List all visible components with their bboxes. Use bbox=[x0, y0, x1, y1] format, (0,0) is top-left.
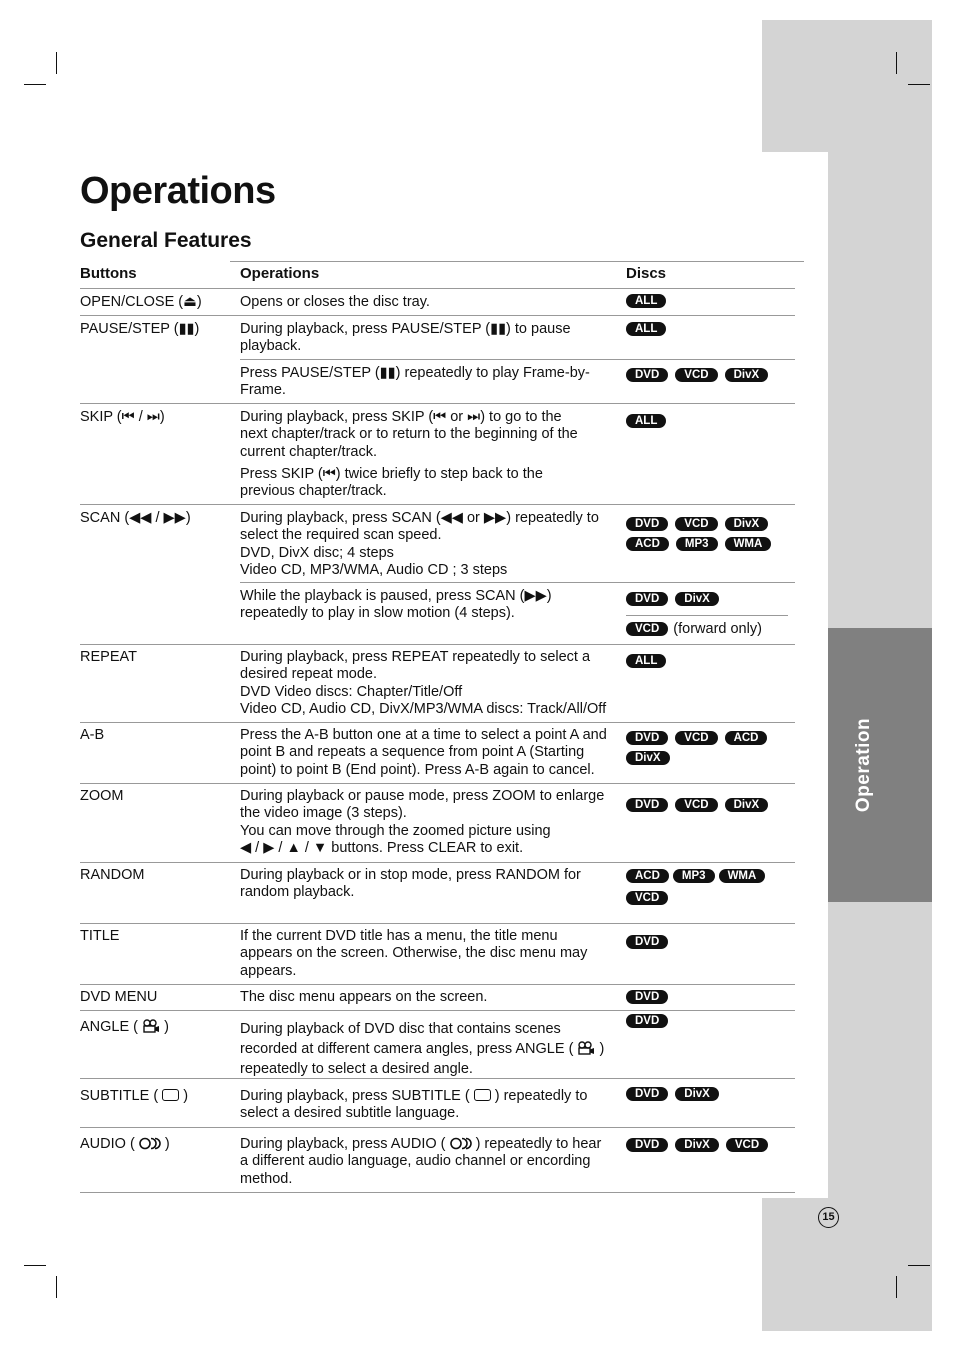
side-tab bbox=[828, 628, 932, 902]
table-header-rule bbox=[80, 288, 795, 289]
side-tab-label: Operation bbox=[853, 717, 874, 813]
disc-badge: DVD bbox=[626, 1087, 668, 1101]
disc-badge: ACD bbox=[725, 731, 768, 745]
disc-badge: DVD bbox=[626, 368, 668, 382]
button-name-a-b: A-B bbox=[80, 727, 105, 743]
button-name-open-close: OPEN/CLOSE (⏏) bbox=[80, 294, 202, 310]
operation-text: Press PAUSE/STEP (▮▮) repeatedly to play Frame-by- Frame. bbox=[240, 365, 590, 399]
subtitle-icon bbox=[162, 1089, 179, 1101]
disc-badge: MP3 bbox=[673, 869, 715, 883]
disc-badge: DivX bbox=[675, 1138, 719, 1152]
disc-badge: ALL bbox=[626, 654, 666, 668]
disc-badge: DivX bbox=[725, 798, 769, 812]
operation-text: During playback, press PAUSE/STEP (▮▮) to pause playback. bbox=[240, 321, 571, 355]
disc-badge: DivX bbox=[675, 592, 719, 606]
disc-badge: DivX bbox=[725, 517, 769, 531]
disc-badge: VCD bbox=[675, 731, 717, 745]
disc-badge: VCD bbox=[675, 798, 717, 812]
row-divider bbox=[80, 722, 795, 723]
button-name-scan: SCAN (◀◀ / ▶▶) bbox=[80, 510, 191, 526]
disc-badge: ALL bbox=[626, 414, 666, 428]
crop-mark bbox=[24, 1265, 46, 1266]
row-divider bbox=[80, 984, 795, 985]
operation-text: Press the A-B button one at a time to select a point A and point B and repeats a sequence from point A (Starting point) to point B (End point). Press A-B again to cancel. bbox=[240, 727, 607, 778]
disc-badges bbox=[626, 798, 796, 812]
disc-badges bbox=[626, 869, 796, 905]
page-title: Operations bbox=[80, 170, 276, 212]
disc-badge: ACD bbox=[626, 869, 669, 883]
button-name-title: TITLE bbox=[80, 928, 120, 944]
disc-badges bbox=[626, 621, 796, 637]
operation-text: During playback or pause mode, press ZOOM to enlarge the video image (3 steps). You can move through the zoomed picture using ◀ / ▶ / ▲ / ▼ buttons. Press CLEAR to exit. bbox=[240, 788, 605, 856]
disc-badge: DVD bbox=[626, 731, 668, 745]
camera-angle-icon bbox=[577, 1041, 595, 1055]
disc-badges bbox=[626, 990, 796, 1004]
operation-text: The disc menu appears on the screen. bbox=[240, 989, 488, 1005]
disc-badge: DVD bbox=[626, 1138, 668, 1152]
disc-badge: WMA bbox=[725, 537, 772, 551]
disc-badge: DivX bbox=[675, 1087, 719, 1101]
disc-badge: ACD bbox=[626, 537, 669, 551]
disc-badge: DVD bbox=[626, 1014, 668, 1028]
disc-badge: ALL bbox=[626, 322, 666, 336]
operation-text: Press SKIP (⏮) twice briefly to step back to the previous chapter/track. bbox=[240, 466, 543, 500]
row-divider bbox=[80, 644, 795, 645]
table-top-rule bbox=[230, 261, 804, 262]
button-name-dvd-menu: DVD MENU bbox=[80, 989, 158, 1005]
operation-text: During playback or in stop mode, press RANDOM for random playback. bbox=[240, 867, 581, 901]
row-divider bbox=[80, 1127, 795, 1128]
crop-mark bbox=[56, 1276, 57, 1298]
disc-badges bbox=[626, 1014, 796, 1028]
audio-icon bbox=[139, 1137, 161, 1150]
row-divider bbox=[80, 1010, 795, 1011]
disc-badge: MP3 bbox=[676, 537, 718, 551]
disc-badge: WMA bbox=[719, 869, 766, 883]
row-divider bbox=[240, 582, 795, 583]
button-name-pause-step: PAUSE/STEP (▮▮) bbox=[80, 321, 200, 337]
operation-text: Opens or closes the disc tray. bbox=[240, 294, 430, 310]
operation-text: During playback, press SUBTITLE ( ) repeatedly to select a desired subtitle language. bbox=[240, 1088, 588, 1122]
disc-badges bbox=[626, 414, 796, 428]
operation-text: During playback, press AUDIO ( ) repeatedly to hear a different audio language, audio channel or encording method. bbox=[240, 1136, 602, 1187]
audio-icon bbox=[450, 1137, 472, 1150]
button-name-repeat: REPEAT bbox=[80, 649, 137, 665]
disc-badges bbox=[626, 1087, 796, 1101]
disc-badges bbox=[626, 322, 796, 336]
disc-badges bbox=[626, 294, 796, 308]
button-name-random: RANDOM bbox=[80, 867, 145, 883]
button-name-zoom: ZOOM bbox=[80, 788, 124, 804]
row-divider bbox=[80, 504, 795, 505]
disc-badge: DVD bbox=[626, 592, 668, 606]
crop-mark bbox=[896, 52, 897, 74]
disc-badges bbox=[626, 517, 796, 551]
side-panel-top bbox=[762, 20, 932, 152]
disc-badges bbox=[626, 368, 796, 382]
camera-angle-icon bbox=[142, 1019, 160, 1033]
disc-badge: VCD bbox=[626, 622, 668, 636]
row-divider bbox=[80, 923, 795, 924]
crop-mark bbox=[56, 52, 57, 74]
subtitle-icon bbox=[474, 1089, 491, 1101]
disc-badges bbox=[626, 935, 796, 949]
disc-badge: DivX bbox=[725, 368, 769, 382]
operation-text: During playback, press REPEAT repeatedly to select a desired repeat mode. DVD Video discs: Chapter/Title/Off Video CD, Audio CD, DivX/MP3/WMA discs: Track/All/Off bbox=[240, 649, 607, 717]
row-divider bbox=[80, 862, 795, 863]
crop-mark bbox=[896, 1276, 897, 1298]
crop-mark bbox=[908, 1265, 930, 1266]
operation-text: During playback, press SKIP (⏮ or ⏭) to go to the next chapter/track or to return to the beginning of the current chapter/track. bbox=[240, 409, 578, 460]
button-name-audio: AUDIO ( ) bbox=[80, 1136, 170, 1152]
disc-badge: VCD bbox=[675, 517, 717, 531]
side-panel-bottom bbox=[762, 1198, 932, 1331]
col-header-buttons: Buttons bbox=[80, 265, 137, 282]
disc-badge: VCD bbox=[726, 1138, 768, 1152]
disc-badge: DVD bbox=[626, 990, 668, 1004]
disc-badge: DVD bbox=[626, 798, 668, 812]
col-header-operations: Operations bbox=[240, 265, 320, 282]
table-bottom-rule bbox=[80, 1192, 795, 1193]
disc-badge: ALL bbox=[626, 294, 666, 308]
disc-badge: VCD bbox=[675, 368, 717, 382]
row-subdivider bbox=[626, 615, 788, 616]
disc-badge: DVD bbox=[626, 517, 668, 531]
disc-badge: VCD bbox=[626, 891, 668, 905]
disc-badges bbox=[626, 654, 796, 668]
button-name-subtitle: SUBTITLE ( ) bbox=[80, 1088, 189, 1104]
button-name-skip: SKIP (⏮ / ⏭) bbox=[80, 409, 165, 425]
disc-badges bbox=[626, 592, 796, 606]
row-divider bbox=[80, 783, 795, 784]
row-divider bbox=[80, 403, 795, 404]
operation-text: While the playback is paused, press SCAN (▶▶) repeatedly to play in slow motion (4 steps). bbox=[240, 588, 552, 622]
operation-text: If the current DVD title has a menu, the title menu appears on the screen. Otherwise, the disc menu may appears. bbox=[240, 928, 588, 979]
disc-badge: DVD bbox=[626, 935, 668, 949]
page-number: 15 bbox=[818, 1207, 839, 1228]
disc-note: (forward only) bbox=[673, 621, 762, 637]
button-name-angle: ANGLE ( ) bbox=[80, 1019, 169, 1035]
row-divider bbox=[80, 1078, 795, 1079]
disc-badges bbox=[626, 731, 796, 765]
col-header-discs: Discs bbox=[626, 265, 667, 282]
row-divider bbox=[240, 359, 795, 360]
section-title: General Features bbox=[80, 229, 252, 252]
disc-badge: DivX bbox=[626, 751, 670, 765]
row-divider bbox=[80, 315, 795, 316]
operation-text: During playback of DVD disc that contains scenes recorded at different camera angles, press ANGLE ( ) repeatedly to select a desired angle. bbox=[240, 1021, 605, 1077]
operation-text: During playback, press SCAN (◀◀ or ▶▶) repeatedly to select the required scan speed. DVD, DivX disc; 4 steps Video CD, MP3/WMA, Audio CD ; 3 steps bbox=[240, 510, 599, 578]
crop-mark bbox=[24, 84, 46, 85]
disc-badges bbox=[626, 1138, 796, 1152]
crop-mark bbox=[908, 84, 930, 85]
